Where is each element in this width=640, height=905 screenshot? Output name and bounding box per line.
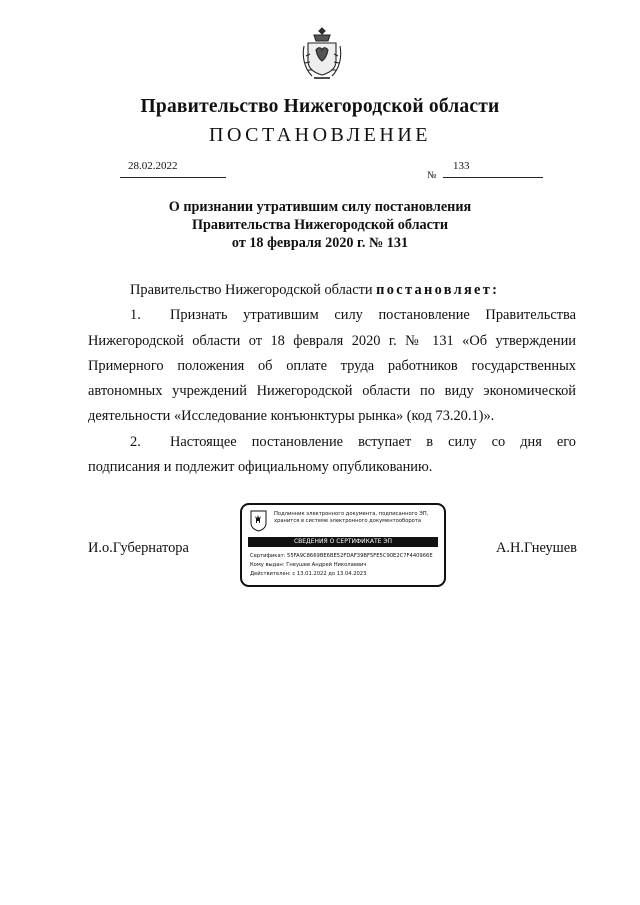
- intro-text: Правительство Нижегородской области: [130, 282, 377, 298]
- signer-name: А.Н.Гнеушев: [496, 540, 577, 556]
- certificate-header-bar: СВЕДЕНИЯ О СЕРТИФИКАТЕ ЭП: [248, 537, 438, 547]
- subject-line: от 18 февраля 2020 г. № 131: [231, 235, 409, 251]
- certificate-validity: Действителен: с 13.01.2022 до 13.04.2023: [250, 571, 367, 577]
- coat-of-arms-emblem: [302, 26, 342, 82]
- signer-position: И.о.Губернатора: [88, 540, 189, 556]
- item-1-paragraph: [88, 303, 576, 429]
- certificate-serial: Сертификат: 55FA9C8669BE6BE52FDAF39BF5FE5C90E2C7F440966E: [250, 553, 433, 559]
- certificate-owner: Кому выдан: Гнеушев Андрей Николаевич: [250, 562, 367, 568]
- item-number: 2.: [130, 433, 141, 450]
- subject-line: О признании утратившим силу постановления: [168, 199, 472, 215]
- government-title: Правительство Нижегородской области: [140, 96, 500, 117]
- paragraph-line: 2. Настоящее постановление вступает в силу со дня его: [88, 430, 576, 455]
- e-signature-stamp: [240, 503, 446, 587]
- deer-emblem-icon: [250, 510, 267, 532]
- stamp-note-line: Подлинник электронного документа, подписанного ЭП,: [274, 511, 429, 517]
- item-2-paragraph: [88, 430, 576, 481]
- document-number: 133: [453, 160, 470, 172]
- paragraph-line: Примерного положения об оплате труда работников государственных: [88, 357, 576, 374]
- number-sign: №: [427, 170, 437, 181]
- paragraph-line: деятельности «Исследование конъюнктуры рынка» (код 73.20.1)».: [88, 408, 495, 425]
- item-number: 1.: [130, 307, 141, 324]
- paragraph-line: Нижегородской области от 18 февраля 2020 г. № 131 «Об утверждении: [88, 332, 576, 349]
- document-subject: [0, 198, 640, 252]
- subject-line: Правительства Нижегородской области: [191, 217, 449, 233]
- decree-keyword: постановляет:: [376, 282, 500, 298]
- paragraph-line: автономных учреждений Нижегородской области по виду экономической: [88, 383, 576, 400]
- stamp-note-line: хранится в системе электронного документооборота: [274, 518, 422, 524]
- paragraph-line: 1. Признать утратившим силу постановление Правительства: [88, 303, 576, 328]
- document-body: [88, 278, 576, 480]
- intro-paragraph: [88, 278, 576, 303]
- paragraph-line: подписания и подлежит официальному опубликованию.: [88, 459, 433, 476]
- document-type: ПОСТАНОВЛЕНИЕ: [209, 124, 431, 146]
- document-date: 28.02.2022: [128, 160, 178, 172]
